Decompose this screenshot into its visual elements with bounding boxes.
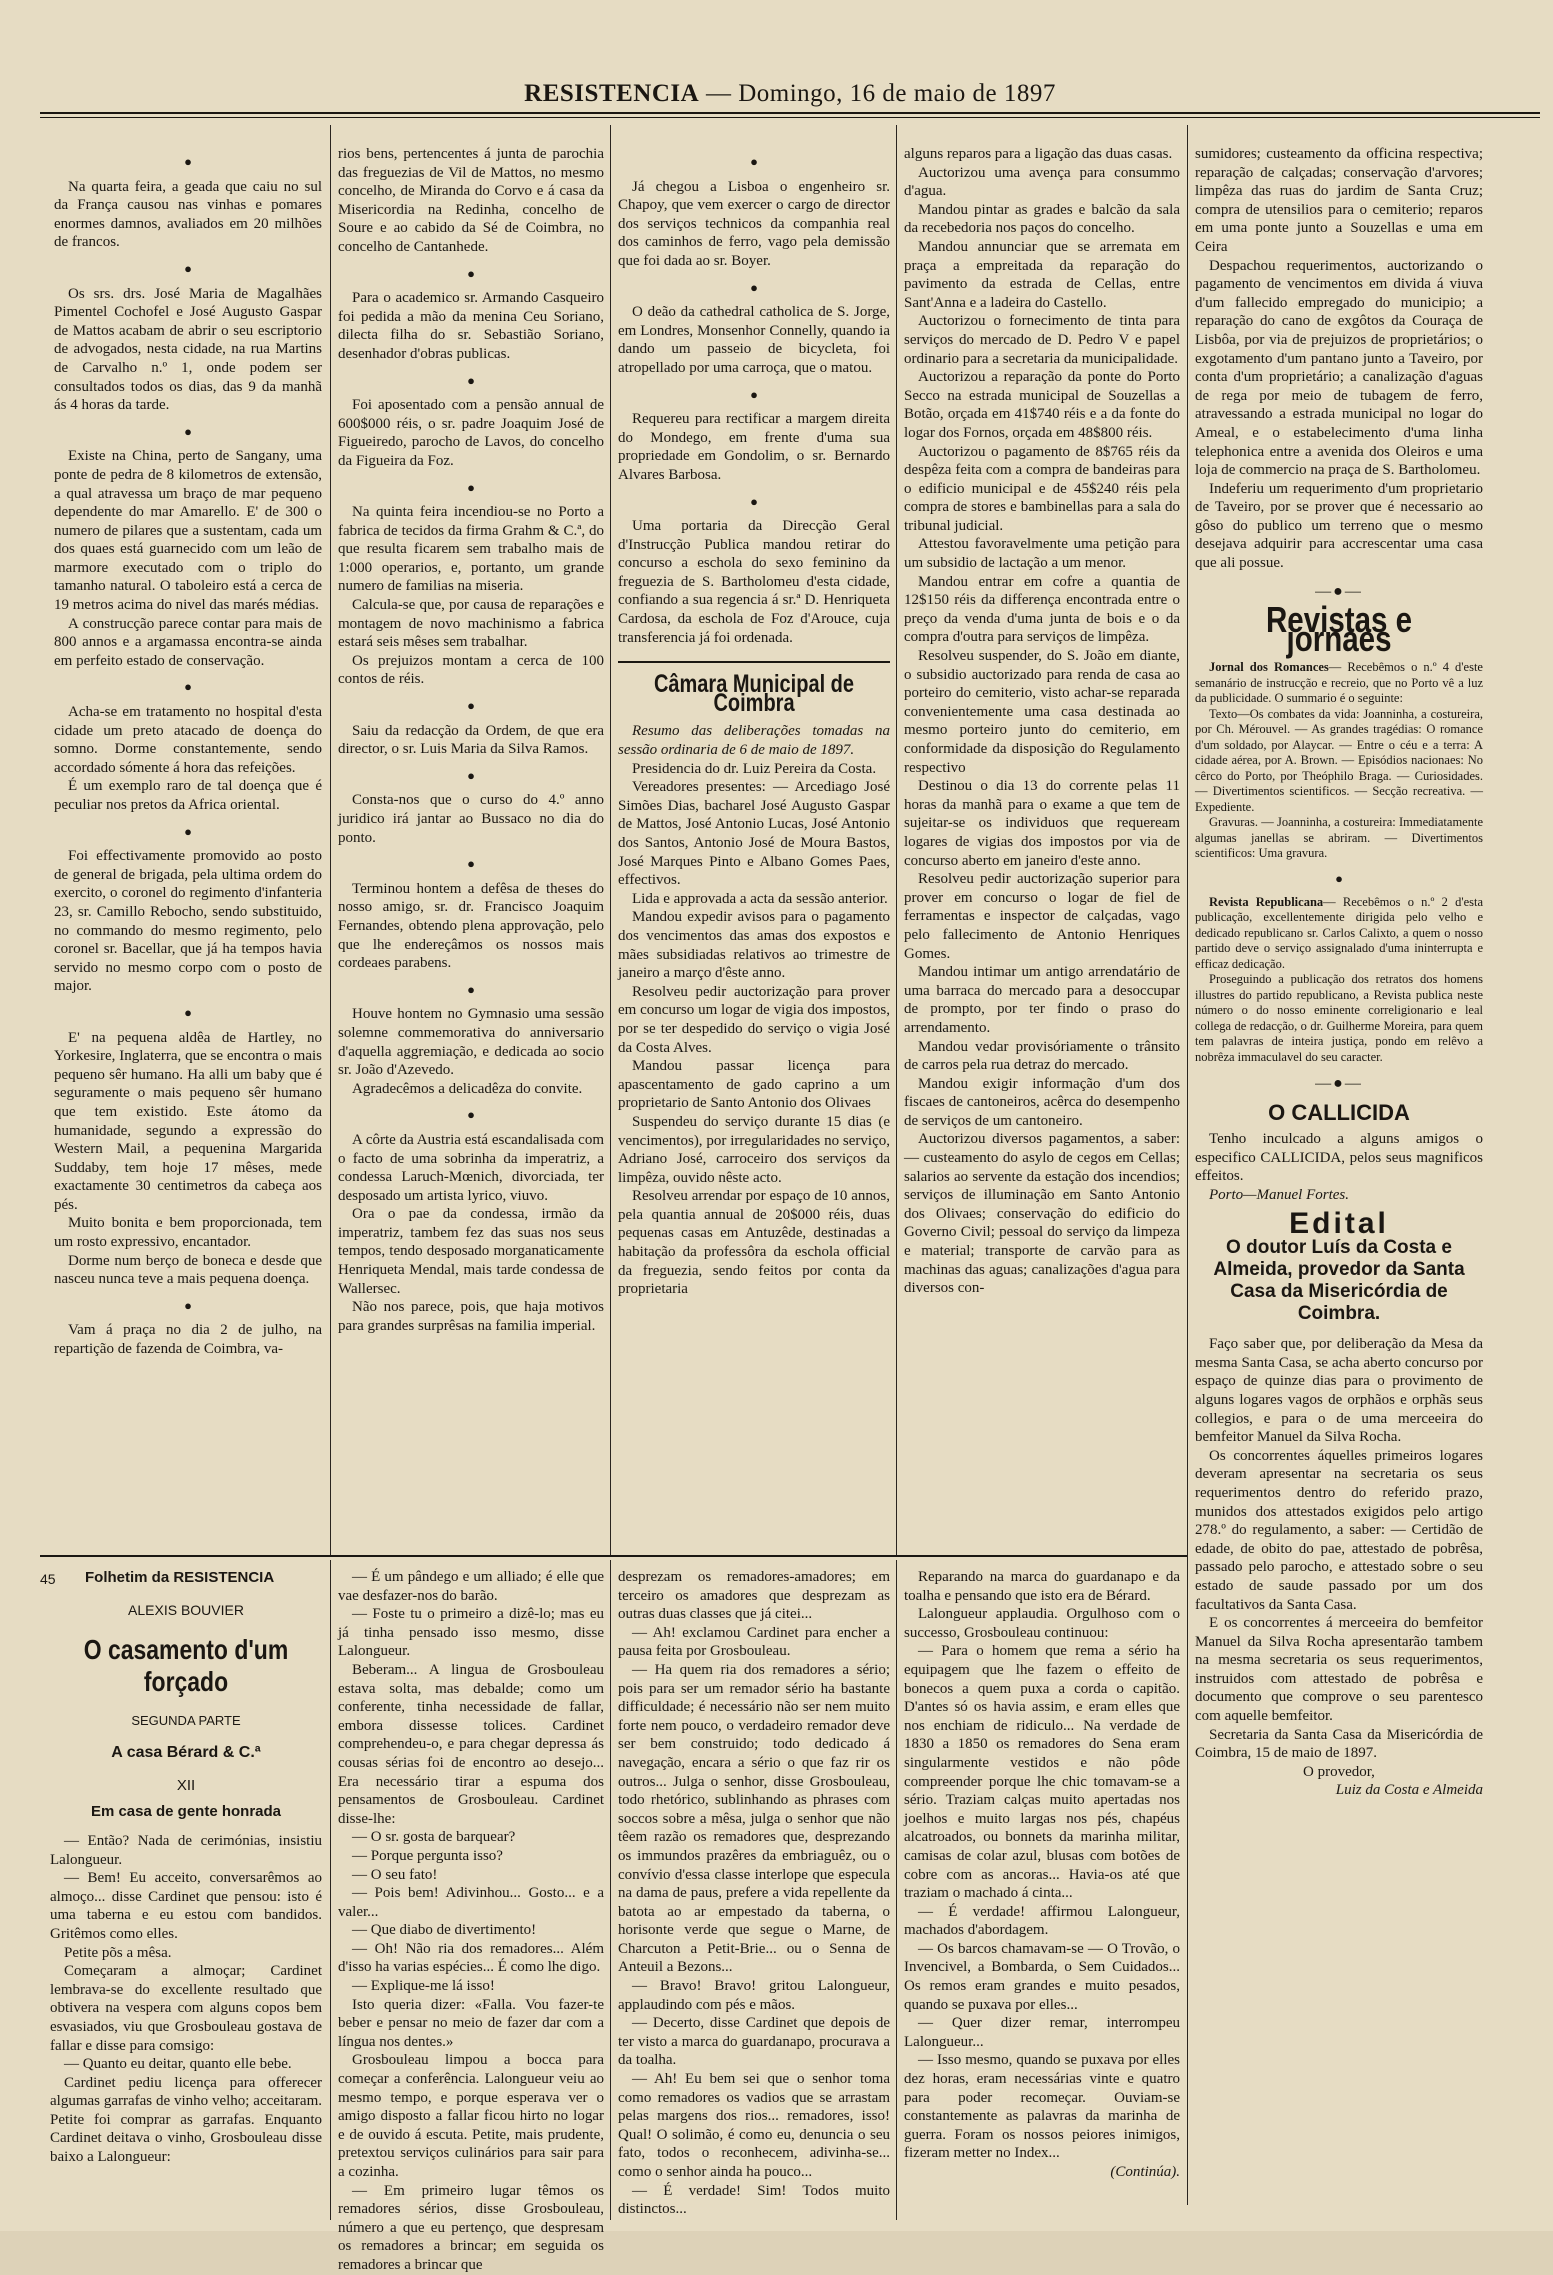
masthead-rule-thin [40, 117, 1540, 118]
folhetim-paragraph: — Isso mesmo, quando se puxava por elles dez horas, eram necessárias vinte e quatro para poder recomeçar. Ouviam-se constantemente as palavras da marinha de guerra. Foram os nossos peiores inimigos, fizeram metter no Index... [904, 2052, 1180, 2162]
news-item: Já chegou a Lisboa o engenheiro sr. Chapoy, que vem exercer o cargo de director dos serviços technicos da companhia real dos caminhos de ferro, vago pela demissão que foi dada ao sr. Boyer. [618, 178, 890, 269]
camara-item: Mandou intimar um antigo arrendatário de uma barraca do mercado para a desoccupar de prompto, por ter findo o praso do arrendamento. [904, 964, 1180, 1036]
camara-item: Auctorizou uma avença para consummo d'agua. [904, 164, 1180, 200]
masthead-dash: — [705, 80, 732, 107]
camara-item: alguns reparos para a ligação das duas casas. [904, 146, 1173, 162]
news-item: Ora o pae da condessa, irmão da imperatriz, tambem fez das suas nos seus tempos, tendo desposado morganaticamente Henriqueta Mendal, mais tarde condessa de Wallersec. [338, 1206, 604, 1297]
folhetim-paragraph: — Em primeiro lugar têmos os remadores sérios, disse Grosbouleau, número a que eu pertenço, que despresam os remadores a brincar; em seguida os remadores a brincar que [338, 2182, 604, 2273]
folhetim-paragraph: — Quer dizer remar, interrompeu Lalongueur... [904, 2015, 1180, 2050]
jornal-contents: Texto—Os combates da vida: Joanninha, a costureira, por Ch. Mérouvel. — As grandes tragédias: O romance d'um soldado, por Alaycar. — Entre o céu e a terra: A cidade aérea, por A. Brown. — Episódios nacionaes: No cêrco do Porto, por Theóphilo Braga. — Curiosidades. — Divertimentos scientificos. — Secção recreativa. — Expediente. [1195, 706, 1483, 814]
camara-item: Mandou exigir informação d'um dos fiscaes de cantoneiros, acêrca do desempenho de serviços de um cantoneiro. [904, 1075, 1180, 1129]
section-bullet: ● [184, 1297, 192, 1313]
folhetim-paragraph: desprezam os remadores-amadores; em terceiro os amadores que desprezam as outras duas classes que já citei... [618, 1569, 890, 1623]
folhetim-paragraph: — Foste tu o primeiro a dizê-lo; mas eu já tinha pensado isso mesmo, disse Lalongueur. [338, 1606, 604, 1660]
callicida-text: Tenho inculcado a alguns amigos o especifico CALLICIDA, pelos seus magnificos effeitos. [1195, 1131, 1483, 1185]
camara-intro: Resumo das deliberações tomadas na sessão ordinaria de 6 de maio de 1897. [618, 723, 890, 759]
jornal-review [1195, 660, 1483, 862]
section-bullet: ● [184, 823, 192, 839]
section-bullet: ● [184, 1004, 192, 1020]
camara-item: Mandou pintar as grades e balcão da sala da recebedoria nos paços do concelho. [904, 201, 1180, 237]
folhetim-chapter-title: Em casa de gente honrada [90, 1803, 282, 1821]
news-item: Muito bonita e bem proporcionada, tem um rosto expressivo, encantador. [54, 1215, 322, 1251]
folhetim-paragraph: — Bravo! Bravo! gritou Lalongueur, applaudindo com pés e mãos. [618, 1978, 890, 2013]
section-bullet: ● [467, 265, 475, 281]
section-bullet: ● [467, 767, 475, 783]
news-item: rios bens, pertencentes á junta de parochia das freguezias de Vil de Mattos, no mesmo concelho, de Miranda do Corvo e á casa da Misericordia na Redinha, concelho de Soure e ao cabido da Sé de Coimbra, no concelho de Cantanhede. [338, 146, 604, 255]
ornament-divider: —●— [1315, 582, 1363, 600]
folhetim-paragraph: — Decerto, disse Cardinet que depois de ter visto a marca do guardanapo, procurava a da toalha. [618, 2015, 890, 2069]
section-bullet: ● [750, 154, 758, 169]
section-bullet: ● [467, 1107, 475, 1123]
news-item: Terminou hontem a defêsa de theses do nosso amigo, sr. dr. Francisco Joaquim Fernandes, obtendo plena approvação, pelo que lhe endereçâmos os nossos mais cordeaes parabens. [338, 880, 604, 972]
news-item: Foi aposentado com a pensão annual de 600$000 réis, o sr. padre Joaquim José de Figueiredo, parocho de Lavos, do concelho da Figueira da Foz. [338, 397, 604, 469]
section-bullet: ● [750, 493, 758, 509]
folhetim-paragraph: — É verdade! affirmou Lalongueur, machados d'abordagem. [904, 1903, 1180, 1939]
folhetim-paragraph: Lalongueur applaudia. Orgulhoso com o successo, Grosbouleau continuou: [904, 1606, 1180, 1641]
news-item: Os srs. drs. José Maria de Magalhães Pimentel Cochofel e José Augusto Gaspar de Mattos acabam de abrir o seu escriptorio de advogados, nesta cidade, na rua Martins de Carvalho n.º 1, onde podem ser consultados todos os dias, das 9 da manhã ás 4 horas da tarde. [54, 285, 322, 414]
news-item: Na quinta feira incendiou-se no Porto a fabrica de tecidos da firma Grahm & C.ª, do que resulta ficarem sem trabalho mais de 1:000 operarios, e, portanto, um grande numero de familias na miseria. [338, 504, 604, 595]
camara-item: Mandou entrar em cofre a quantia de 12$150 réis da differença encontrada entre o preço da venda d'uma junta de bois e o da compra d'outra para serviços de limpêza. [904, 573, 1180, 646]
column-rule [330, 1560, 331, 2220]
section-bullet: ● [184, 679, 192, 695]
camara-title: Câmara Municipal de Coimbra [653, 670, 855, 717]
folhetim-paragraph: — O seu fato! [352, 1866, 438, 1883]
folhetim-paragraph: Reparando na marca do guardanapo e da toalha e pensando que isto era de Bérard. [904, 1569, 1180, 1604]
section-bullet: ● [467, 372, 475, 388]
edital-title: Edital [1289, 1206, 1389, 1240]
folhetim-paragraph: — Para o homem que rema a sério ha equipagem que lhe fazem o effeito de bonecos a quem puxa a corda o capitão. D'antes só os havia assim, e eram elles que nos enchiam de ridiculo... Na verdade de 1830 a 1850 os remadores do Sena eram singularmente vestidos e não pôde compreender porque lhe chic tomavam-se a sério. Traziam calças muito apertadas nos joelhos e muito largas nos pés, chapéus alcatroados, ou bonnets da marinha militar, camisas de colar azul, blusas com botões de cobre com as ancoras... Havia-os até que traziam o machado á cinta... [904, 1643, 1180, 1902]
folhetim-paragraph: — Pois bem! Adivinhou... Gosto... e a valer... [338, 1885, 604, 1920]
folhetim-title: O casamento d'um forçado [83, 1633, 289, 1697]
camara-item: Resolveu suspender, do S. João em diante, o subsidio auctorizado para renda de casa ao porteiro do cemiterio, visto achar-se reparada convenientemente uma casa destinada ao mesmo porteiro junto do cemiterio, em conformidade da disposição do Regulamento respectivo [904, 648, 1180, 776]
camara-item: Presidencia do dr. Luiz Pereira da Costa. [632, 760, 877, 777]
folhetim-paragraph: — Os barcos chamavam-se — O Trovão, o Invencivel, a Bombarda, o Sem Cuidados... Os remos eram grandes e muito pesados, quando se puxava por elles... [904, 1940, 1180, 2013]
folhetim-paragraph: — Explique-me lá isso! [352, 1978, 495, 1995]
camara-item: Suspendeu do serviço durante 15 dias (e vencimentos), por irregularidades no serviço, Adriano José, carroceiro dos serviços da limpêza, ouvido nêste acto. [618, 1113, 890, 1186]
section-bullet: ● [184, 260, 192, 276]
folhetim-paragraph: — Bem! Eu acceito, conversarêmos ao almoço... disse Cardinet que pensou: isto é uma taberna e eu estou com bandidos. Gritêmos como elles. [50, 1870, 322, 1942]
revista-review [1195, 895, 1483, 1066]
folhetim-paragraph: — Que diabo de divertimento! [352, 1922, 537, 1939]
section-bullet: ● [750, 386, 758, 402]
edital-closing: O provedor, [1303, 1763, 1375, 1780]
column-rule [896, 1560, 897, 2220]
news-item: Consta-nos que o curso do 4.º anno juridico irá jantar ao Bussaco no dia do ponto. [338, 792, 604, 846]
folhetim-column-3 [618, 1568, 890, 2225]
news-item: Requereu para rectificar a margem direita do Mondego, em frente d'uma sua propriedade em Gondolim, o sr. Bernardo Alvares Barbosa. [618, 411, 890, 483]
edital-item: Secretaria da Santa Casa da Misericórdia de Coimbra, 15 de maio de 1897. [1195, 1726, 1483, 1762]
section-bullet: ● [467, 856, 475, 872]
camara-item: Resolveu pedir auctorização para prover em concurso um logar de vigia dos impostos, por se ter despedido do serviço o vigia José da Costa Alves. [618, 983, 890, 1056]
camara-item: Auctorizou a reparação da ponte do Porto Secco na estrada municipal de Souzellas a Botão, orçada em 41$740 réis e a da fonte do logar dos Fornos, orçada em 48$800 réis. [904, 369, 1180, 441]
camara-item: Destinou o dia 13 do corrente pelas 11 horas da manhã para o exame a que tem de sujeitar-se os individuos que requeream logares de vigias dos impostos por via de concurso aberto em janeiro d'este anno. [904, 778, 1180, 869]
folhetim-chapter: XII [176, 1776, 196, 1794]
folhetim-paragraph: — Ha quem ria dos remadores a sério; pois para ser um remador sério ha bastante difficuldade; é necessário não ser nem muito forte nem pouco, o verdadeiro remador deve ser bem construido; todo dedicado á navegação, encara a sério o que faz rir os outros... Julga o senhor, disse Grosbouleau, todo rhetórico, sublinhando as phrases com soccos sobre a mêsa, julga o senhor que não têem razão os remadores que, desprezando os immundos prazêres da embriaguêz, ou o convívio d'essa classe interlope que especula na dama de paus, prefere a vida repellente da batota ao ar empestado da taberna, o horisonte verde que segue o Marne, de Charcuton a Petit-Brie... ou o Senna de Anteuil a Bezons... [618, 1661, 890, 1976]
column-rule [330, 125, 331, 1555]
camara-item: Mandou passar licença para apascentamento de gado caprino a um proprietario de Santo Antonio dos Olivaes [618, 1058, 890, 1112]
folhetim-paragraph: Isto queria dizer: «Falla. Vou fazer-te beber e pensar no meio de fazer dar com a língua nos dentes.» [338, 1996, 604, 2050]
column-rule [610, 125, 611, 1555]
section-bullet: ● [750, 279, 758, 295]
ornament-divider: —●— [1315, 1075, 1363, 1093]
news-column-2 [338, 145, 604, 1545]
news-item: Dorme num berço de boneca e desde que nasceu nunca teve a mais pequena doença. [54, 1252, 322, 1288]
camara-item: sumidores; custeamento da officina respectiva; reparação de calçadas; conservação d'arvores; limpêza das ruas do jardim de Santa Cruz; compra de utensilios para o cemiterio; reparos em uma ponte junto a Souzellas e uma em Ceira [1195, 146, 1483, 255]
folhetim-column-2 [338, 1568, 604, 2273]
camara-item: Auctorizou o pagamento de 8$765 réis da despêza feita com a compra de bandeiras para o edificio municipal e de 45$240 réis pela compra de stores e bambinellas para a sala do tribunal judicial. [904, 443, 1180, 534]
revistas-title: Revistas e jornaes [1265, 599, 1413, 659]
column-rule [1187, 125, 1188, 2205]
camara-item: Mandou expedir avisos para o pagamento dos vencimentos das amas dos expostos e mães subsidiadas relativos ao trimestre de janeiro a março d'êste anno. [618, 909, 890, 982]
news-item: Para o academico sr. Armando Casqueiro foi pedida a mão da menina Ceu Soriano, dilecta filha do sr. Sebastião Soriano, desenhador d'obras publicas. [338, 290, 604, 362]
section-bullet: ● [467, 698, 475, 714]
folhetim-paragraph: — É um pândego e um alliado; é elle que vae desfazer-nos do barão. [338, 1569, 604, 1604]
folhetim-paragraph: — É verdade! Sim! Todos muito distinctos... [618, 2182, 890, 2218]
jornal-name: Jornal dos Romances [1209, 660, 1329, 675]
jornal-text: — Recebêmos o n.º 4 d'este semanário de instrucção e recreio, que no Porto vê a luz da publicidade. O summario é o seguinte: [1195, 660, 1483, 706]
section-bullet: ● [184, 423, 192, 439]
news-item: Na quarta feira, a geada que caiu no sul da França causou nas vinhas e pomares enormes damnos, avaliados em 20 milhões de francos. [54, 178, 322, 251]
news-item: Foi effectivamente promovido ao posto de general de brigada, pela ultima ordem do exercito, o coronel do regimento d'infanteria 23, sr. Camillo Rebocho, sendo substituido, no commando do mesmo regimento, pelo coronel sr. Bacellar, que já ha tempos havia servido no mesmo corpo com o posto de major. [54, 848, 322, 995]
issue-date: Domingo, 16 de maio de 1897 [738, 80, 1056, 107]
news-item: Os prejuizos montam a cerca de 100 contos de réis. [338, 652, 604, 688]
folhetim-column-4 [904, 1568, 1180, 2225]
news-column-4 [904, 145, 1180, 1545]
folhetim-paragraph: — Ah! exclamou Cardinet para encher a pausa feita por Grosbouleau. [618, 1624, 890, 1660]
folhetim-paragraph: — Oh! Não ria dos remadores... Além d'isso ha varias espécies... É como lhe digo. [338, 1940, 604, 1976]
edital-signature: Luiz da Costa e Almeida [1335, 1782, 1483, 1799]
column-rule [610, 1560, 611, 2220]
masthead-rule [40, 112, 1540, 114]
section-bullet: ● [1335, 870, 1343, 886]
column-rule [896, 125, 897, 1555]
folhetim-paragraph: — Então? Nada de cerimónias, insistiu Lalongueur. [50, 1832, 322, 1868]
section-bullet: ● [184, 154, 192, 169]
revista-name: Revista Republicana [1209, 894, 1324, 909]
news-item: Existe na China, perto de Sangany, uma ponte de pedra de 8 kilometros de extensão, a qual atravessa um braço de mar pequeno dependente do mar Amarello. E' de 300 o numero de pilares que a sustentam, cada um dos quaes está guarnecido com um leão de marmore executado com o triplo do tamanho natural. O taboleiro está a cerca de 19 metros acima do nivel das marés médias. [54, 448, 322, 614]
news-item: Uma portaria da Direcção Geral d'Instrucção Publica mandou retirar do concurso a eschola do sexo feminino da freguezia de S. Bartholomeu d'esta cidade, confiando a sua regencia á sr.ª D. Henriqueta Cardosa, da eschola de Foz d'Arouce, cuja transferencia já foi ordenada. [618, 518, 890, 646]
camara-item: Indeferiu um requerimento d'um proprietario de Taveiro, por se prover que é necessario ao gôso do publico um terreno que o mesmo desejava adquirir para accrescentar uma casa que ali possue. [1195, 480, 1483, 572]
jornal-gravuras: Gravuras. — Joanninha, a costureira: Immediatamente algumas janellas se abriram. — Divertimentos scientificos: Uma gravura. [1195, 815, 1483, 861]
paper-name: RESISTENCIA [524, 80, 700, 107]
masthead [40, 80, 1540, 108]
folhetim-paragraph: — Quanto eu deitar, quanto elle bebe. [64, 2056, 292, 2073]
folhetim-section: A casa Bérard & C.ª [111, 1744, 261, 1762]
news-item: Vam á praça no dia 2 de julho, na repartição de fazenda de Coimbra, va- [54, 1322, 322, 1358]
news-item: A construcção parece contar para mais de 800 annos e a argamassa encontra-se ainda em perfeito estado de conservação. [54, 615, 322, 669]
news-item: E' na pequena aldêa de Hartley, no Yorkesire, Inglaterra, que se encontra o mais pequeno sêr humano. Ha alli um baby que é seguramente o mais pequeno sêr humano que tem existido. Este átomo da humanidade, segundo a expressão do Western Mail, a pequenina Margarida Suddaby, tem hoje 17 mêses, mede exactamente 30 centimetros da cabeça aos pés. [54, 1029, 322, 1213]
camara-item: Mandou annunciar que se arremata em praça a empreitada da reparação do pavimento da estrada de Cellas, entre Sant'Anna e a ladeira do Castello. [904, 238, 1180, 311]
edital-heading: O doutor Luís da Costa e Almeida, provedor da Santa Casa da Misericórdia de Coimbra. [1213, 1237, 1465, 1325]
revista-text-2: Proseguindo a publicação dos retratos dos homens illustres do partido republicano, a Revista publica neste número o do nosso eminente correligionario e leal collega de redacção, o dr. Guilherme Moreira, para quem tem palavras de inteira justiça, pondo em relêvo a nobrêza immaculavel do seu caracter. [1195, 972, 1483, 1064]
folhetim-paragraph: Beberam... A lingua de Grosbouleau estava solta, mas debalde; como um conferente, tinha necessidade de fallar, embora dissesse tolices. Cardinet comprehendeu-o, e para chegar depressa ás cousas sérias foi de encontro ao desejo... Era necessário tirar a espuma dos pensamentos de Grosbouleau. Cardinet disse-lhe: [338, 1661, 604, 1827]
news-item: É um exemplo raro de tal doença que é peculiar nos pretos da Africa oriental. [54, 778, 322, 813]
edital-item: Faço saber que, por deliberação da Mesa da mesma Santa Casa, se acha aberto concurso por espaço de quinze dias para o provimento de alguns logares vagos de orphãos e orphãs seus collegios, e para o de uma merceeira do bemfeitor Manuel da Silva Rocha. [1195, 1336, 1483, 1446]
news-column-1 [54, 145, 322, 1545]
section-bullet: ● [467, 479, 475, 495]
folhetim-paragraph: Petite põs a mêsa. [64, 1944, 172, 1961]
camara-item: Vereadores presentes: — Arcediago José Simões Dias, bacharel José Augusto Gaspar de Mattos, José Antonio Lucas, José Antonio dos Santos, Antonio José de Moura Bastos, José Marques Pinto e Albano Gomes Paes, effectivos. [618, 779, 890, 889]
folhetim-part: SEGUNDA PARTE [131, 1712, 241, 1728]
news-item: Agradecêmos a delicadêza do convite. [352, 1080, 583, 1097]
revista-text: — Recebêmos o n.º 2 d'esta publicação, excellentemente dirigida pelo velho e dedicado republicano sr. Carlos Calixto, a quem o nosso partido deve o serviço assignalado d'uma ininterrupta e efficaz dedicação. [1195, 894, 1484, 971]
folhetim-column-1 [50, 1595, 322, 2225]
folhetim-paragraph: — Ah! Eu bem sei que o senhor toma como remadores os vadios que se arrastam pelas margens dos rios... remadores, isso! Qual! O solimão, é como eu, denuncia o seu fato, todos o reconhecem, adivinha-se... como o senhor ainda ha pouco... [618, 2071, 890, 2180]
section-rule [618, 661, 890, 663]
folhetim-header [40, 1567, 330, 1591]
news-item: A côrte da Austria está escandalisada com o facto de uma sobrinha da imperatriz, a condessa Laruch-Mœnich, divorciada, ter desposado um artista lyrico, viuvo. [338, 1131, 604, 1204]
news-column-3 [618, 145, 890, 1545]
news-column-5 [1195, 145, 1483, 2220]
camara-item: Resolveu arrendar por espaço de 10 annos, pela quantia annual de 20$000 réis, duas pequenas casas em Antuzêde, destinadas a habitação da professôra da eschola official da freguezia, sendo feitos por conta da proprietaria [618, 1188, 890, 1298]
camara-item: Attestou favoravelmente uma petição para um subsidio de lactação a um menor. [904, 536, 1180, 572]
folhetim-author: ALEXIS BOUVIER [128, 1602, 244, 1618]
news-item: Acha-se em tratamento no hospital d'esta cidade um preto atacado de doença do somno. Dorme constantemente, sendo accordado sómente á hora das refeições. [54, 704, 322, 776]
camara-item: Resolveu pedir auctorização superior para prover em concurso o logar de fiel de ferramentas e inspector de calçadas, vago pelo fallecimento de Antonio Henriques Gomes. [904, 871, 1180, 962]
news-item: O deão da cathedral catholica de S. Jorge, em Londres, Monsenhor Connelly, quando ia dando um passeio de bicycleta, foi atropellado por uma carroça, que o matou. [618, 304, 890, 376]
folhetim-rule [40, 1555, 1187, 1557]
news-item: Não nos parece, pois, que haja motivos para grandes surprêsas na familia imperial. [338, 1299, 604, 1334]
camara-item: Despachou requerimentos, auctorizando o pagamento de vencimentos em divida á viuva d'um fallecido empregado do municipio; a reparação do cano de exgôtos da Couraça de Lisbôa, por via de prejuizos de proprietários; o exgotamento d'um pantano junto a Taveiro, por conta d'um proprietário; a canalização d'aguas de rega por meio de tubagem de ferro, atravessando a estrada municipal no logar do Ameal, e o estabelecimento d'uma linha telephonica entre a avenida dos Oleiros e uma loja de commercio na praça de S. Bartholomeu. [1195, 257, 1483, 479]
folhetim-number: 45 [40, 1571, 56, 1587]
folhetim-paragraph: — O sr. gosta de barquear? [352, 1829, 516, 1846]
callicida-signature: Porto—Manuel Fortes. [1209, 1187, 1349, 1203]
news-item: Saiu da redacção da Ordem, de que era director, o sr. Luis Maria da Silva Ramos. [338, 722, 604, 758]
folhetim-paragraph: — Porque pergunta isso? [352, 1847, 503, 1864]
edital-item: E os concorrentes á merceeira do bemfeitor Manuel da Silva Rocha apresentarão tambem na mesma secretaria os seus requerimentos, instruidos com attestado de pobrêsa e documento que comprove o seu parentesco com aquelle bemfeitor. [1195, 1615, 1483, 1725]
camara-item: Lida e approvada a acta da sessão anterior. [632, 890, 888, 907]
edital-item: Os concorrentes áquelles primeiros logares deveram apresentar na secretaria os seus requerimentos dentro do referido prazo, munidos dos attestados exigidos pelo artigo 278.º do regulamento, a saber: — Certidão de edade, de obito do pae, attestado de pobrêsa, passado pelo parocho, e attestado sobre o seu estado de saude passado por um dos facultativos da Santa Casa. [1195, 1447, 1483, 1613]
news-item: Calcula-se que, por causa de reparações e montagem de novo machinismo a fabrica estará seis mêses sem trabalhar. [338, 597, 604, 651]
camara-item: Mandou vedar provisóriamente o trânsito de carros pela rua detraz do mercado. [904, 1038, 1180, 1074]
callicida-title: O CALLICIDA [1268, 1099, 1410, 1125]
camara-item: Auctorizou o fornecimento de tinta para serviços do mercado de D. Pedro V e papel ordinario para a secretaria da municipalidade. [904, 313, 1180, 367]
news-item: Houve hontem no Gymnasio uma sessão solemne commemorativa do anniversario d'aquella aggremiação, e dedicada ao socio sr. João d'Azevedo. [338, 1006, 604, 1079]
folhetim-paragraph: Grosbouleau limpou a bocca para começar a conferência. Lalongueur veiu ao mesmo tempo, e porque esperava ver o amigo disposto a fallar ficou hirto no logar e de ouvido á escuta. Petite, mais prudente, pretextou serviços culinários para sair para a cozinha. [338, 2052, 604, 2180]
folhetim-paragraph: Cardinet pediu licença para offerecer algumas garrafas de vinho velho; acceitaram. Petite foi comprar as garrafas. Enquanto Cardinet deitava o vinho, Grosbouleau disse baixo a Lalongueur: [50, 2074, 322, 2166]
folhetim-paragraph: Começaram a almoçar; Cardinet lembrava-se do excellente resultado que obtivera na vespera com alguns copos bem esvasiados, viu que Grosbouleau gostava de fallar e disse para comsigo: [50, 1963, 322, 2054]
continua-note: (Continúa). [1110, 2164, 1180, 2180]
folhetim-header-title: Folhetim da RESISTENCIA [85, 1569, 275, 1586]
camara-item: Auctorizou diversos pagamentos, a saber: — custeamento do asylo de cegos em Cellas; salarios ao servente da estação dos incendios; serviços de illuminação em Santo Antonio dos Olivaes; conservação do edificio do Governo Civil; pessoal do serviço da limpeza e material; transporte de carvão para as machinas das aguas; canalizações d'agua para diversos con- [904, 1131, 1180, 1297]
section-bullet: ● [467, 981, 475, 997]
